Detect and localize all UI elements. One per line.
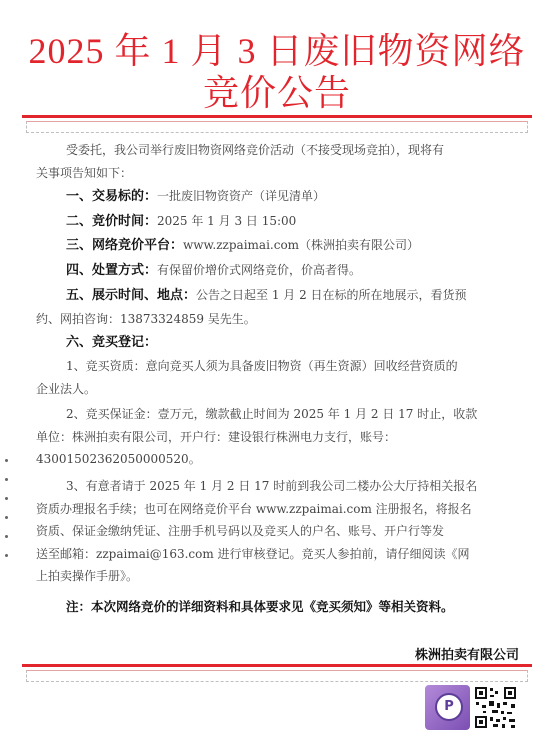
- item-text: 公告之日起至 1 月 2 日在标的所在地展示，看货预: [196, 288, 467, 302]
- item-label: 二、竞价时间：: [66, 214, 158, 229]
- p3-line: 送至邮箱：zzpaimai@163.com 进行审核登记。竞买人参拍前，请仔细阅读《网: [36, 546, 470, 561]
- item-label: 四、处置方式：: [66, 263, 158, 278]
- p3-line: 资质办理报名手续；也可在网络竞价平台 www.zzpaimai.com 注册报名，将报名: [36, 501, 472, 516]
- section-6-p3: [36, 475, 521, 588]
- item-text: 2025 年 1 月 3 日 15:00: [157, 214, 297, 228]
- item-1: [66, 185, 521, 209]
- section-6-heading: [66, 332, 521, 355]
- item-3: [66, 234, 521, 258]
- item-text: 有保留价增价式网络竞价，价高者得。: [157, 263, 362, 277]
- item-label: 五、展示时间、地点：: [66, 288, 197, 303]
- p3-line: 上拍卖操作手册》。: [36, 569, 139, 583]
- company-signature: 株洲拍卖有限公司: [414, 648, 519, 663]
- p2-line: 43001502362050000520。: [36, 452, 201, 466]
- drag-handle-icon[interactable]: [4, 448, 12, 562]
- header-dashed-band: [26, 121, 528, 133]
- intro-paragraph: [36, 139, 521, 184]
- p2-line: 2、竞买保证金：壹万元，缴款截止时间为 2025 年 1 月 2 日 17 时止，收款: [66, 407, 478, 421]
- item-text: 一批废旧物资资产（详见清单）: [157, 189, 326, 203]
- item-text: www.zzpaimai.com（株洲拍卖有限公司）: [183, 238, 420, 252]
- footer-divider: [22, 664, 532, 667]
- page-title: 2025 年 1 月 3 日废旧物资网络竞价公告: [28, 31, 526, 113]
- footer-dashed-band: [26, 670, 528, 682]
- intro-line-1: 受委托，我公司举行废旧物资网络竞价活动（不接受现场竞拍），现将有: [66, 143, 445, 157]
- item-text-continued: 约、网拍咨询：13873324859 吴先生。: [36, 311, 256, 326]
- qr-code-icon: [473, 685, 518, 730]
- item-label: 三、网络竞价平台：: [66, 238, 184, 253]
- section-6-p2: [36, 403, 521, 471]
- item-label: 一、交易标的：: [66, 189, 158, 204]
- intro-line-2: 关事项告知如下：: [36, 165, 133, 180]
- p3-line: 3、有意者请于 2025 年 1 月 2 日 17 时前到我公司二楼办公大厅持相关报名: [66, 479, 478, 493]
- p3-line: 资质、保证金缴纳凭证、注册手机号码以及竞买人的户名、账号、开户行等发: [36, 524, 445, 538]
- footnote: 注：本次网络竞价的详细资料和具体要求见《竞买须知》等相关资料。: [66, 599, 454, 614]
- logo-coin: P: [435, 693, 463, 721]
- item-4: [66, 259, 521, 283]
- section-6-p1: [36, 355, 521, 400]
- p1-line: 企业法人。: [36, 381, 97, 396]
- header-divider: [22, 115, 532, 118]
- auction-logo-icon: [425, 685, 470, 730]
- item-5: [36, 284, 521, 330]
- item-2: [66, 210, 521, 234]
- section-6-label: 六、竞买登记：: [66, 335, 158, 350]
- p2-line: 单位：株洲拍卖有限公司，开户行：建设银行株洲电力支行，账号：: [36, 429, 397, 444]
- p1-line: 1、竞买资质：意向竞买人须为具备废旧物资（再生资源）回收经营资质的: [66, 359, 458, 373]
